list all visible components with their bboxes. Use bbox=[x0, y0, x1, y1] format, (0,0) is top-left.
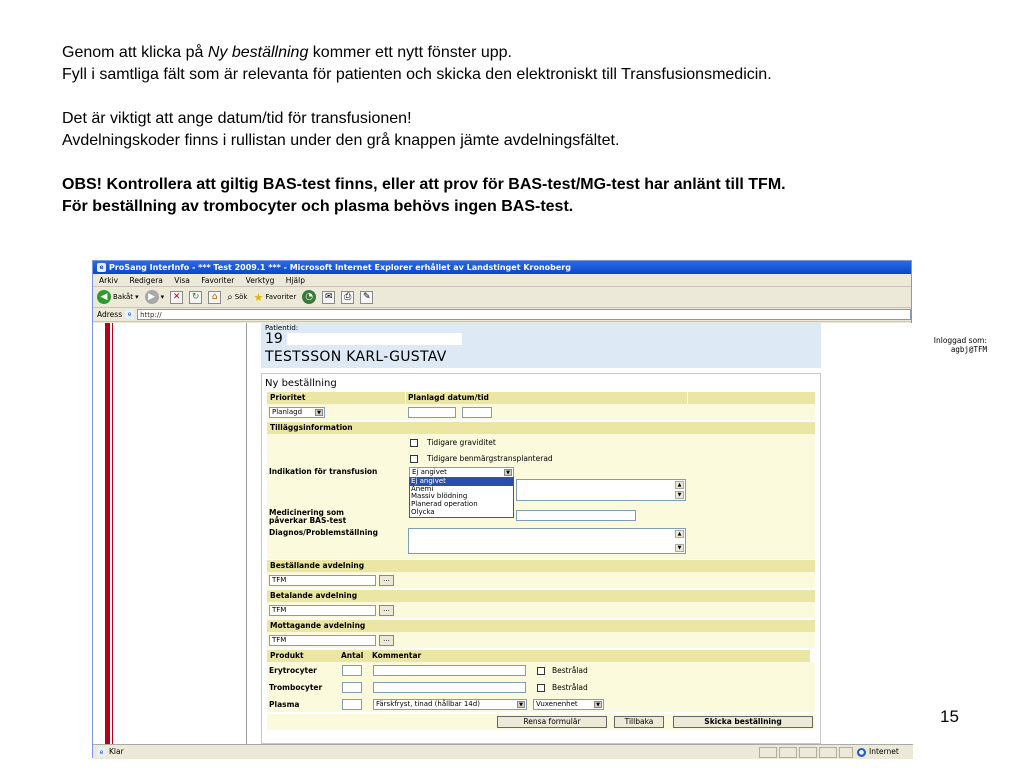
plasma-label: Plasma bbox=[269, 700, 300, 709]
form-title: Ny beställning bbox=[265, 378, 337, 389]
platelets-quantity-input[interactable] bbox=[342, 682, 362, 693]
plasma-type-select[interactable]: Färskfryst, tinad (hållbar 14d) ▼ bbox=[373, 699, 527, 710]
page-done-icon: e bbox=[97, 748, 106, 757]
extra-info-header: Tilläggsinformation bbox=[267, 422, 815, 434]
bone-marrow-checkbox[interactable] bbox=[410, 455, 418, 463]
receiving-dept-header-filler bbox=[397, 620, 815, 632]
indication-select[interactable]: Ej angivet ▼ bbox=[409, 467, 514, 478]
bone-marrow-label: Tidigare benmärgstransplanterad bbox=[427, 454, 553, 463]
paying-dept-picker-button[interactable]: ... bbox=[379, 605, 394, 616]
erythrocytes-irradiated-checkbox[interactable] bbox=[537, 667, 545, 675]
search-button[interactable]: ⌕ Sök bbox=[227, 291, 248, 303]
order-form bbox=[261, 373, 821, 744]
status-bar bbox=[93, 744, 913, 759]
nav-divider bbox=[246, 323, 247, 744]
priority-header: Prioritet bbox=[270, 393, 306, 402]
address-label: Adress bbox=[97, 310, 123, 319]
platelets-comment-input[interactable] bbox=[373, 682, 526, 693]
chevron-down-icon: ▾ bbox=[135, 293, 139, 301]
app-icon: e bbox=[97, 263, 106, 272]
ordering-dept-input[interactable]: TFM bbox=[269, 575, 376, 586]
planned-header: Planlagd datum/tid bbox=[405, 392, 547, 404]
indication-comment-textarea[interactable] bbox=[516, 479, 686, 501]
refresh-icon[interactable]: ↻ bbox=[189, 291, 202, 304]
menu-visa[interactable]: Visa bbox=[174, 276, 190, 285]
paying-dept-header: Betalande avdelning bbox=[267, 590, 397, 602]
menu-verktyg[interactable]: Verktyg bbox=[245, 276, 275, 285]
page-number: 15 bbox=[940, 707, 959, 726]
medication-input[interactable] bbox=[516, 510, 636, 521]
address-bar bbox=[93, 308, 911, 322]
forward-button[interactable] bbox=[145, 290, 165, 304]
diagnosis-label: Diagnos/Problemställning bbox=[269, 528, 378, 537]
toolbar bbox=[93, 287, 911, 308]
comment-header: Kommentar bbox=[372, 651, 422, 660]
patient-name: TESTSSON KARL-GUSTAV bbox=[265, 349, 447, 365]
plasma-quantity-input[interactable] bbox=[342, 699, 362, 710]
platelets-irradiated-checkbox[interactable] bbox=[537, 684, 545, 692]
paying-dept-header-filler bbox=[397, 590, 815, 602]
scroll-down-icon[interactable]: ▼ bbox=[675, 544, 684, 552]
masked-id bbox=[287, 333, 462, 345]
chevron-down-icon: ▼ bbox=[594, 701, 602, 708]
erythrocytes-quantity-input[interactable] bbox=[342, 665, 362, 676]
side-accent-line bbox=[112, 323, 113, 744]
platelets-label: Trombocyter bbox=[269, 683, 323, 692]
submit-order-button[interactable]: Skicka beställning bbox=[673, 716, 813, 728]
login-info bbox=[909, 336, 987, 354]
product-header: Produkt bbox=[270, 651, 304, 660]
print-icon[interactable]: ⎙ bbox=[341, 291, 354, 304]
scroll-up-icon[interactable]: ▲ bbox=[675, 530, 684, 538]
quantity-header: Antal bbox=[341, 651, 364, 660]
back-form-button[interactable]: Tillbaka bbox=[614, 716, 664, 728]
window-title: ProSang InterInfo - *** Test 2009.1 *** - Microsoft Internet Explorer erhållet av Landstinget Kronoberg bbox=[109, 263, 571, 272]
patient-id-label: Patientid: bbox=[265, 324, 299, 332]
option-olycka[interactable]: Olycka bbox=[411, 507, 435, 516]
mail-icon[interactable]: ✉ bbox=[322, 291, 335, 304]
header-filler bbox=[687, 392, 815, 404]
chevron-down-icon: ▼ bbox=[517, 701, 525, 708]
favorites-button[interactable]: ★ Favoriter bbox=[253, 290, 297, 304]
search-icon: ⌕ bbox=[227, 291, 233, 303]
status-panel bbox=[819, 747, 837, 758]
previous-pregnancy-label: Tidigare graviditet bbox=[427, 438, 496, 447]
paying-dept-input[interactable]: TFM bbox=[269, 605, 376, 616]
receiving-dept-header: Mottagande avdelning bbox=[267, 620, 397, 632]
status-left bbox=[97, 745, 124, 759]
product-header-row bbox=[267, 650, 810, 662]
instruction-line-1: Genom att klicka på Ny beställning kommer ett nytt fönster upp. bbox=[62, 44, 512, 61]
erythrocytes-irradiated-label: Bestrålad bbox=[552, 666, 588, 675]
login-user: agbj@TFM bbox=[950, 345, 987, 354]
slide-instructions bbox=[62, 42, 1002, 218]
globe-icon: ● bbox=[858, 748, 865, 756]
login-label: Inloggad som: bbox=[933, 336, 987, 345]
plasma-unit-select[interactable]: Vuxenenhet ▼ bbox=[533, 699, 604, 710]
back-arrow-icon: ◀ bbox=[97, 290, 111, 304]
patient-header bbox=[261, 323, 987, 368]
back-button[interactable]: ◀ Bakåt ▾ bbox=[97, 290, 139, 304]
instruction-line-4: Avdelningskoder finns i rullistan under den grå knappen jämte avdelningsfältet. bbox=[62, 132, 620, 149]
menu-hjalp[interactable]: Hjälp bbox=[285, 276, 305, 285]
previous-pregnancy-checkbox[interactable] bbox=[410, 439, 418, 447]
ordering-dept-picker-button[interactable]: ... bbox=[379, 575, 394, 586]
platelets-irradiated-label: Bestrålad bbox=[552, 683, 588, 692]
zone-label: Internet bbox=[869, 747, 899, 756]
reset-form-button[interactable]: Rensa formulär bbox=[497, 716, 607, 728]
option-ej-angivet[interactable]: Ej angivet bbox=[410, 478, 513, 486]
status-panel bbox=[759, 747, 777, 758]
medication-label-1: Medicinering som bbox=[269, 508, 344, 517]
indication-dropdown-list bbox=[409, 477, 514, 518]
status-panel bbox=[799, 747, 817, 758]
priority-row bbox=[267, 404, 815, 420]
instruction-line-3: Det är viktigt att ange datum/tid för transfusionen! bbox=[62, 110, 412, 127]
menu-redigera[interactable]: Redigera bbox=[129, 276, 163, 285]
forward-arrow-icon: ▶ bbox=[145, 290, 159, 304]
page-icon: e bbox=[125, 310, 134, 319]
warning-line-1: OBS! Kontrollera att giltig BAS-test finns, eller att prov för BAS-test/MG-test har anlänt till TFM. bbox=[62, 176, 786, 193]
warning-line-2: För beställning av trombocyter och plasma behövs ingen BAS-test. bbox=[62, 198, 574, 215]
stop-icon[interactable]: ✕ bbox=[170, 291, 183, 304]
priority-select[interactable]: Planlagd ▼ bbox=[269, 407, 325, 418]
receiving-dept-input[interactable]: TFM bbox=[269, 635, 376, 646]
erythrocytes-comment-input[interactable] bbox=[373, 665, 526, 676]
ordering-dept-header: Beställande avdelning bbox=[267, 560, 397, 572]
medication-label-2: påverkar BAS-test bbox=[269, 516, 347, 525]
menu-favoriter[interactable]: Favoriter bbox=[201, 276, 235, 285]
planned-date-input[interactable] bbox=[408, 407, 456, 418]
option-massiv-blodning[interactable]: Massiv blödning bbox=[411, 492, 468, 501]
menu-arkiv[interactable]: Arkiv bbox=[99, 276, 119, 285]
window-titlebar bbox=[93, 261, 911, 274]
chevron-down-icon: ▼ bbox=[504, 469, 512, 476]
option-anemi[interactable]: Anemi bbox=[411, 484, 434, 493]
history-icon[interactable]: ◔ bbox=[302, 290, 316, 304]
status-text: Klar bbox=[109, 747, 124, 756]
chevron-down-icon: ▼ bbox=[315, 409, 323, 416]
status-panel bbox=[839, 747, 853, 758]
chevron-down-icon: ▾ bbox=[160, 293, 165, 301]
patient-id: 19 bbox=[265, 331, 462, 347]
erythrocytes-label: Erytrocyter bbox=[269, 666, 317, 675]
receiving-dept-picker-button[interactable]: ... bbox=[379, 635, 394, 646]
star-icon: ★ bbox=[253, 290, 264, 304]
option-planerad-operation[interactable]: Planerad operation bbox=[411, 500, 478, 509]
status-panel bbox=[779, 747, 797, 758]
priority-header-row bbox=[267, 392, 815, 404]
home-icon[interactable]: ⌂ bbox=[208, 291, 221, 304]
ordering-dept-header-filler bbox=[397, 560, 815, 572]
security-zone bbox=[857, 745, 899, 759]
side-accent-bar bbox=[105, 323, 110, 744]
scroll-up-icon[interactable]: ▲ bbox=[675, 481, 684, 489]
planned-time-input[interactable] bbox=[462, 407, 492, 418]
indication-label: Indikation för transfusion bbox=[269, 467, 378, 476]
edit-icon[interactable]: ✎ bbox=[360, 291, 373, 304]
scroll-down-icon[interactable]: ▼ bbox=[675, 491, 684, 499]
menu-bar bbox=[93, 274, 911, 287]
address-input[interactable]: http:// bbox=[137, 309, 911, 320]
diagnosis-textarea[interactable] bbox=[408, 528, 686, 554]
instruction-line-2: Fyll i samtliga fält som är relevanta för patienten och skicka den elektroniskt till Transfusionsmedicin. bbox=[62, 66, 772, 83]
